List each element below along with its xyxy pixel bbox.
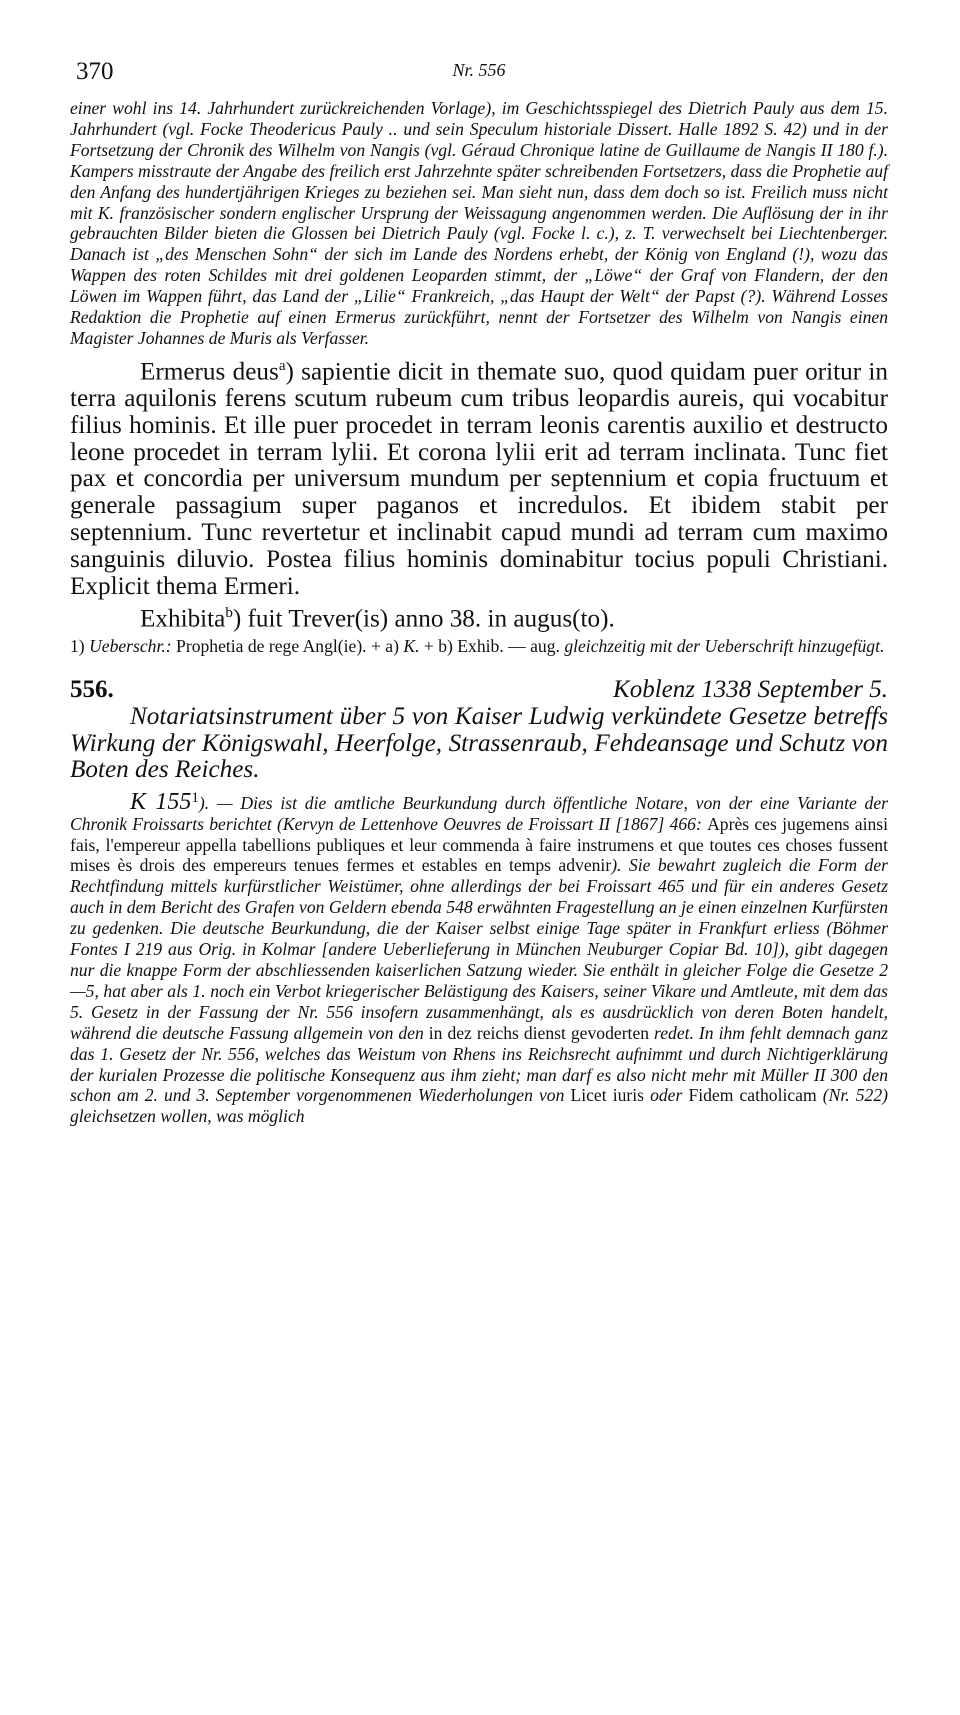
document-title: Notariatsinstrument über 5 von Kaiser Ludwig verkündete Gesetze betreffs Wirkung der Königswahl, Heerfolge, Strassenraub, Fehdeansage und Schutz von Boten des Reiches.	[70, 703, 888, 784]
document-place-date: Koblenz 1338 September 5.	[613, 676, 888, 704]
commentary-part-b: redet. In ihm fehlt demnach ganz das 1. Gesetz der Nr. 556, welches das Weistum von Rhens ins Reichsrecht aufnimmt und durch Nichtigerklärung der kurialen Prozesse die politische Konsequenz aus ihm zieht; man darf es also nicht mehr mit Müller II 300 den schon am 2. und 3. September vorgenommenen Wiederholungen von	[70, 1022, 888, 1106]
latin-body: ) sapientie dicit in themate suo, quod quidam puer oritur in terra aquilonis ferens scutum rubeum cum tribus leopardis aureis, qui vocabitur filius hominis. Et ille puer procedet in terram leonis carentis auxilio et destructo leone procedet in terram lylii. Et corona lylii erit ad terram inclinata. Tunc fiet pax et concordia per universum mundum per septennium et copia fructuum et generale passagium super paganos et incredulos. Et ibidem stabit per septennium. Tunc revertetur et inclinabit capud mundi ad terram cum maximo sanguinis diluvio. Postea filius hominis dominabitur tocius populi Christiani. Explicit thema Ermeri.	[70, 358, 888, 600]
footnote-part-4: + b) Exhib. — aug.	[419, 635, 565, 656]
intro-text: ). — Dies ist die amtliche Beurkundung durch öffentliche Notare, von der eine Variante der Chronik Froissarts berichtet (Kervyn de Lettenhove Oeuvres de Froissart II [1867] 466:	[70, 792, 889, 834]
exhibita-lead: Exhibita	[140, 605, 226, 633]
siglum: K 155	[130, 788, 192, 815]
footnote-part-1: Ueberschr.:	[89, 635, 177, 656]
exhibita-line	[70, 600, 888, 633]
incipit-licet-iuris: Licet iuris	[570, 1085, 644, 1106]
footnote	[70, 636, 888, 657]
commentary-part-a: ). Sie bewahrt zugleich die Form der Rechtfindung mittels kurfürstlicher Weistümer, ohne allerdings der bei Froissart 465 und für ein anderes Gesetz auch in dem Bericht des Grafen von Geldern ebenda 548 erwähnten Fragestellung an je einen einzelnen Kurfürsten zu gedenken. Die deutsche Beurkundung, die der Kaiser selbst einige Tage später in Frankfurt erliess (Böhmer Fontes I 219 aus Orig. in Kolmar [andere Ueberlieferung in München Neuburger Copiar Bd. 10]), gibt dagegen nur die knappe Form der abschliessenden kaiserlichen Satzung wieder. Sie enthält in gleicher Folge die Gesetze 2—5, hat aber als 1. noch ein Verbot kriegerischer Belästigung des Kaisers, seiner Vikare und Amtleute, mit dem das 5. Gesetz in der Fassung der Nr. 556 insofern zusammenhängt, als es ausdrücklich von deren Boten handelt, während die deutsche Fassung allgemein von den	[70, 855, 888, 1043]
page-number: 370	[76, 58, 114, 85]
siglum-note: 1	[191, 789, 199, 806]
footnote-part-3: K.	[403, 635, 420, 656]
document-number: 556.	[70, 676, 114, 704]
latin-lead: Ermerus deus	[140, 358, 279, 386]
footnote-part-2: Prophetia de rege Angl(ie). + a)	[176, 635, 404, 656]
french-quote: Après ces jugemens ainsi fais, l'empereur appella tabellions publiques et leur commenda à faire instrumens et que toutes ces choses fussent mises ès drois des empereurs tenues fermes et estables en temps advenir	[70, 813, 888, 876]
document-commentary	[70, 788, 888, 1127]
book-page	[70, 48, 888, 1127]
latin-prophecy-text	[70, 353, 888, 601]
commentary-part-d: (Nr. 522) gleichsetzen wollen, was möglich	[70, 1085, 889, 1127]
footnote-part-5: gleichzeitig mit der Ueberschrift hinzugefügt.	[564, 635, 885, 656]
incipit-fidem-catholicam: Fidem catholicam	[688, 1085, 817, 1106]
quoted-german: in dez reichs dienst gevoderten	[428, 1022, 650, 1043]
document-heading	[70, 676, 888, 704]
note-b-marker: b	[225, 605, 233, 622]
note-a-marker: a	[278, 357, 286, 374]
footnote-number: 1)	[70, 635, 90, 656]
running-title: Nr. 556	[452, 60, 506, 80]
previous-commentary: einer wohl ins 14. Jahrhundert zurückreichenden Vorlage), im Geschichtsspiegel des Dietrich Pauly aus dem 15. Jahrhundert (vgl. Focke Theodericus Pauly .. und sein Speculum historiale Dissert. Halle 1892 S. 42) und in der Fortsetzung der Chronik des Wilhelm von Nangis (vgl. Géraud Chronique latine de Guillaume de Nangis II 180 f.). Kampers misstraute der Angabe des freilich erst Jahrzehnte später schreibenden Fortsetzers, dass die Prophetie auf den Anfang des hundertjährigen Krieges zu beziehen sei. Man sieht nun, dass dem doch so ist. Freilich muss nicht mit K. französischer sondern englischer Ursprung der Weissagung angenommen werden. Die Auflösung der in ihr gebrauchten Bilder bieten die Glossen bei Dietrich Pauly (vgl. Focke l. c.), z. T. verwechselt bei Liechtenberger. Danach ist „des Menschen Sohn“ der sich im Lande des Nordens erhebt, der König von England (!), wozu das Wappen des roten Schildes mit drei goldenen Leoparden stimmt, der „Löwe“ der Graf von Flandern, der den Löwen im Wappen führt, das Land der „Lilie“ Frankreich, „das Haupt der Welt“ der Papst (?). Während Losses Redaktion die Prophetie auf einen Ermerus zurückführt, nennt der Fortsetzer des Wilhelm von Nangis einen Magister Johannes de Muris als Verfasser.	[70, 98, 888, 348]
exhibita-body: ) fuit Trever(is) anno 38. in augus(to).	[232, 605, 615, 633]
commentary-part-c: oder	[643, 1085, 689, 1106]
page-header	[70, 48, 888, 88]
